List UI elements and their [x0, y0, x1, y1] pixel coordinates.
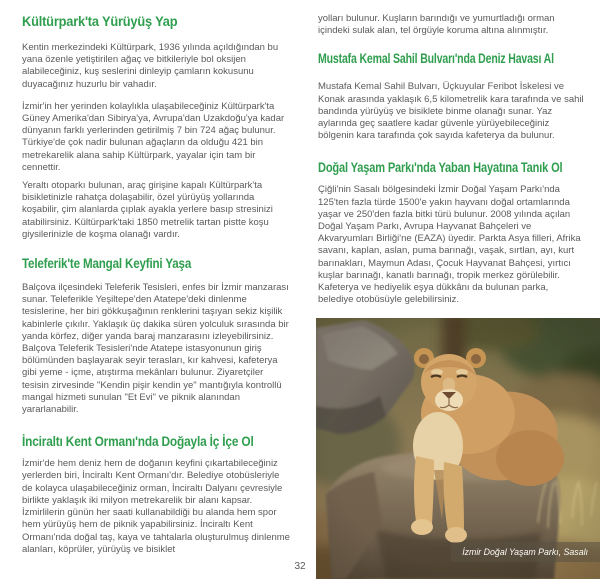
section-kulturpark — [22, 13, 290, 241]
paragraph: İzmir'in her yerinden kolaylıkla ulaşabileceğiniz Kültürpark'ta Güney Amerika'dan Sibirya'ya, Avrupa'dan Uzakdoğu'ya kadar dünyanın farklı yerlerinden getirilmiş 7 bin 724 ağaç bulunur. Türkiye'de çok nadir bulunan ağaçların da olduğu 421 bin metrekarelik alana sahip Kültürpark, yayalar için tam bir cennettir. — [22, 100, 285, 173]
paragraph: Çiğli'nin Sasalı bölgesindeki İzmir Doğal Yaşam Parkı'nda 125'ten fazla türde 1500'e yakın hayvanı doğal ortamlarında yaşar ve 250'den fazla bitki türü bulunur. 2008 yılında açılan Doğal Yaşam Parkı, Avrupa Hayvanat Bahçeleri ve Akvaryumları Birliği'ne (EAZA) üyedir. Parkta Asya filleri, Afrika savanı, kaplan, aslan, puma barınağı, vaşak, sırtlan, ayı, kurt barınakları, Maymun Adası, Çocuk Hayvanat Bahçesi, yırtıcı kuşlar barınağı, kanatlı barınağı, tropik merkez görülebilir. Kafeterya ve hediyelik eşya dükkânı da bulunan parka, belediye otobüsüyle gelebilirsiniz. — [318, 184, 581, 306]
paragraph: Kentin merkezindeki Kültürpark, 1936 yılında açıldığından bu yana özenle yetiştirilen ağaç ve bitkileriyle bol oksijen alabileceğiniz, kuş seslerini dinleyip çamların kokusunu duyacağınız huzurlu bir vahadır. — [22, 42, 279, 90]
section-heading-sahil-bulvari: Mustafa Kemal Sahil Bulvarı'nda Deniz Havası Al — [318, 51, 554, 67]
left-column — [22, 10, 290, 556]
vignette — [316, 318, 600, 579]
section-heading-dogal-yasam: Doğal Yaşam Parkı'nda Yaban Hayatına Tanık Ol — [318, 160, 563, 176]
section-dogal-yasam — [318, 159, 585, 306]
section-sahil-bulvari — [318, 50, 585, 142]
right-column — [318, 10, 588, 579]
paragraph: Mustafa Kemal Sahil Bulvarı, Üçkuyular Feribot İskelesi ve Konak arasında yaklaşık 6,5 kilometrelik kara tarafında ve sahil bandında yürüyüş ve bisiklete binme olanağı sunar. Yaz aylarında geç saatlere kadar güvenle yürüyebileceğiniz bölgenin kara tarafında çok sayıda kafeterya da bulunur. — [318, 81, 584, 142]
page-number: 32 — [294, 561, 306, 572]
section-inciralti — [22, 433, 290, 556]
section-teleferik — [22, 255, 290, 416]
continuation-paragraph: yolları bulunur. Kuşların barındığı ve yumurtladığı orman içindeki sulak alan, tel örgüyle koruma altına alınmıştır. — [318, 13, 555, 37]
lion-illustration — [316, 318, 600, 579]
section-heading-kulturpark: Kültürpark'ta Yürüyüş Yap — [22, 14, 178, 29]
paragraph: Balçova ilçesindeki Teleferik Tesisleri, enfes bir İzmir manzarası sunar. Teleferikle Yeşiltepe'den Atatepe'deki dinlenme tesislerine, her biri gökkuşağının renklerini taşıyan sekiz kişilik kabinlerle çıkılır. Yaklaşık üç dakika süren yolculuk sırasında bir yanda körfez, diğer yanda baraj manzarasını izleyebilirsiniz. Balçova Teleferik Tesisleri'nde Atatepe istasyonunun giriş bölümünden başlayarak seyir terasları, kır kahvesi, kafeterya gibi yeme - içme, atıştırma mekânları bulunur. Ziyaretçiler tesisin zirvesinde "Kendin pişir kendin ye" mantığıyla kontrollü mangal hizmeti sunulan "Et Evi" ve piknik alanından yararlanabilir. — [22, 282, 289, 416]
section-heading-inciralti: İnciraltı Kent Ormanı'nda Doğayla İç İçe Ol — [22, 434, 254, 450]
paragraph: Yeraltı otoparkı bulunan, araç girişine kapalı Kültürpark'ta bisikletinizle rahatça dolaşabilir, özel yürüyüş yollarında koşabilir, çim alanlarda çıplak ayakla yerlere basıp stresinizi atabilirsiniz. Kültürpark'taki 1850 metrelik tartan pistte koşu giysilerinizle de koşma olanağı vardır. — [22, 180, 273, 240]
lion-photo — [316, 318, 600, 579]
paragraph: İzmir'de hem deniz hem de doğanın keyfini çıkartabileceğiniz yerlerden biri, İnciraltı Kent Ormanı'dır. Belediye otobüsleriyle de kolayca ulaşabileceğiniz orman, İnciraltı Dalyanı çevresiyle birlikte yaklaşık iki milyon metrekarelik bir alanı kapsar. İzmirlilerin günün her saati kullanabildiği bu alanda hem spor hem yürüyüş hem de piknik yapabilirsiniz. İnciraltı Kent Ormanı'nda doğal taş, kaya ve tahtalarla oluşturulmuş dinlenme alanları, köprüler, yürüyüş ve bisiklet — [22, 458, 290, 555]
photo-caption: İzmir Doğal Yaşam Parkı, Sasalı — [451, 542, 600, 563]
section-heading-teleferik: Teleferik'te Mangal Keyfini Yaşa — [22, 256, 192, 272]
